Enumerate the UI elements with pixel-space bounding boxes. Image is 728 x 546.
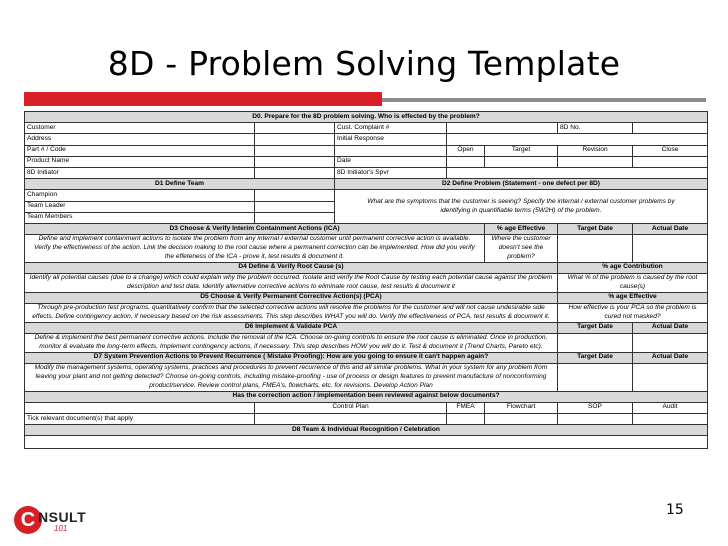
d3-target-date-label: Target Date [558,223,633,234]
d7-target-date-label: Target Date [558,352,633,363]
doc-sop-label: SOP [558,402,633,413]
d1-header: D1 Define Team [25,179,335,190]
product-name-label: Product Name [25,156,255,167]
d8-recognition-field[interactable] [25,436,708,449]
d5-pct-effective-label: % age Effective [558,292,708,303]
sop-checkbox[interactable] [558,413,633,424]
8d-no-field[interactable] [633,123,708,134]
doc-fmea-label: FMEA [447,402,485,413]
logo-number: 101 [54,524,68,533]
initiator-spvr-field[interactable] [447,167,708,178]
tick-docs-label: Tick relevant document(s) that apply [25,413,255,424]
d6-actual-date-field[interactable] [633,333,708,352]
d5-header: D5 Choose & Verify Permanent Corrective Action(s) (PCA) [25,292,558,303]
d5-description: Through pre-production test programs, quantitatively confirm that the selected corrective actions will resolve the problems for the customer and will not cause undesirable side effects. Define contingency action, if necessary based on the risk assessments. This step describes WHAT you will do. Verify the effectiveness of PCA, test results & document it. [25,303,558,322]
d7-header: D7 System Prevention Actions to Prevent Recurrence ( Mistake Proofing): How are you going to ensure it can't happen again? [25,352,558,363]
product-name-field[interactable] [255,156,335,167]
target-label: Target [485,145,558,156]
d8-header: D8 Team & Individual Recognition / Celebration [25,425,708,436]
d7-actual-date-label: Actual Date [633,352,708,363]
control-plan-checkbox[interactable] [255,413,447,424]
d6-description: Define & implement the best permanent corrective actions. Include the removal of the ICA. Choose on-going controls to ensure the root cause is eliminated. Once in production, monitor & evaluate the long-term effects, Implement contingency actions, if necessary. This step describes HOW you will do it. Test & document it (Trend Charts, Pareto etc). [25,333,558,352]
d4-header: D4 Define & Verify Root Cause (s) [25,262,558,273]
close-date-field[interactable] [633,156,708,167]
target-date-field[interactable] [485,156,558,167]
d3-header: D3 Choose & Verify Interim Containment Actions (ICA) [25,223,485,234]
d2-header: D2 Define Problem (Statement - one defect per 8D) [335,179,708,190]
address-label: Address [25,134,255,145]
open-date-field[interactable] [447,156,485,167]
fmea-checkbox[interactable] [447,413,485,424]
initiator-spvr-label: 8D Initiator's Spvr [335,167,447,178]
8d-form-table [24,111,708,449]
d2-problem-description: What are the symptoms that the customer is seeing? Specify the internal / external customer problems by identifying in quantifiable terms (5W2H) of the problem. [335,190,708,224]
logo-word: NSULT [38,509,87,525]
page-number: 15 [666,502,684,518]
initiator-label: 8D Initiator [25,167,255,178]
d4-side-note: What % of the problem is caused by the root cause(s) [558,273,708,292]
team-leader-label: Team Leader [25,201,255,212]
8d-no-label: 8D No. [558,123,633,134]
d6-target-date-field[interactable] [558,333,633,352]
customer-label: Customer [25,123,255,134]
doc-flowchart-label: Flowchart [485,402,558,413]
title-underline-red [24,92,382,106]
revision-label: Revision [558,145,633,156]
part-code-field[interactable] [255,145,335,156]
d3-pct-effective-label: % age Effective [485,223,558,234]
date-label: Date [335,156,447,167]
d3-side-note: Where the customer doesn't see the problem? [485,235,558,263]
d4-pct-contribution-label: % age Contribution [558,262,708,273]
initiator-field[interactable] [255,167,335,178]
part-code-label: Part # / Code [25,145,255,156]
address-field[interactable] [255,134,335,145]
d7-target-date-field[interactable] [558,363,633,391]
consult-101-logo [14,500,94,540]
d3-actual-date-field[interactable] [633,235,708,263]
d4-description: Identify all potential causes (due to a change) which could explain why the problem occurred. Isolate and verify the Root Cause by testing each potential cause against the problem description and test data. Identify alternative corrective actions to eliminate root cause, test results & document it [25,273,558,292]
d6-actual-date-label: Actual Date [633,322,708,333]
initial-response-label: Initial Response [335,134,447,145]
team-members-label: Team Members [25,212,255,223]
d7-actual-date-field[interactable] [633,363,708,391]
team-leader-field[interactable] [255,201,335,212]
d6-header: D6 Implement & Validate PCA [25,322,558,333]
logo-circle-icon: C [14,506,42,534]
part-code-field-2[interactable] [335,145,447,156]
d7-review-header: Has the correction action / implementation been reviewed against below documents? [25,391,708,402]
open-label: Open [447,145,485,156]
d3-actual-date-label: Actual Date [633,223,708,234]
d6-target-date-label: Target Date [558,322,633,333]
d3-target-date-field[interactable] [558,235,633,263]
customer-field[interactable] [255,123,335,134]
revision-date-field[interactable] [558,156,633,167]
doc-audit-label: Audit [633,402,708,413]
cust-complaint-label: Cust. Complaint # [335,123,447,134]
d3-description: Define and implement containment actions to isolate the problem from any internal / external customer until permanent corrective action is available. Verify the effectiveness of the action. Link the decision making to the root cause where a permanent correction can be implemented. How did you verify the effeteness of the ICA - prove it, test results & document it. [25,235,485,263]
flowchart-checkbox[interactable] [485,413,558,424]
champion-field[interactable] [255,190,335,201]
page-title: 8D - Problem Solving Template [107,44,621,83]
audit-checkbox[interactable] [633,413,708,424]
team-members-field[interactable] [255,212,335,223]
initial-response-field[interactable] [447,134,708,145]
d5-side-note: How effective is your PCA so the problem is cured not masked? [558,303,708,322]
champion-label: Champion [25,190,255,201]
cust-complaint-field[interactable] [447,123,558,134]
doc-control-plan-label: Control Plan [255,402,447,413]
title-underline-grey [382,98,706,102]
doc-blank-cell [25,402,255,413]
close-label: Close [633,145,708,156]
d7-description: Modify the management systems, operating systems, practices and procedures to prevent recurrence of this and all similar problems. What in your system for any problem from leaving your plant and not getting detected? Choose on-going controls, including mistake-proofing - use of process or design features to prevent manufacture of nonconforming product/service. Review control plans, FMEA's, flowcharts, etc. for revisions. Develop Action Plan [25,363,558,391]
d0-header: D0. Prepare for the 8D problem solving. Who is effected by the problem? [25,112,708,123]
